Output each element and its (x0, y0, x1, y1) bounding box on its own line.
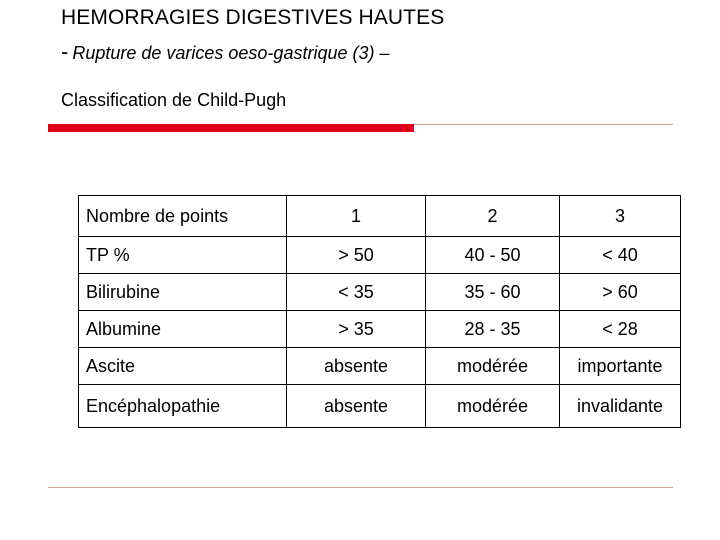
row-label: Bilirubine (79, 274, 287, 311)
row-label: TP % (79, 237, 287, 274)
table-row (79, 311, 681, 348)
table-cell: absente (287, 385, 426, 428)
header-cell: 2 (426, 196, 560, 237)
table-row (79, 237, 681, 274)
row-label: Albumine (79, 311, 287, 348)
footer-rule-line (48, 487, 673, 488)
table-row (79, 348, 681, 385)
slide-subtitle (61, 39, 390, 65)
table-cell: < 35 (287, 274, 426, 311)
table-cell: modérée (426, 385, 560, 428)
table-row (79, 385, 681, 428)
table-header-row (79, 196, 681, 237)
header-cell: Nombre de points (79, 196, 287, 237)
slide-title: HEMORRAGIES DIGESTIVES HAUTES (61, 6, 445, 29)
table-cell: > 60 (560, 274, 681, 311)
table-cell: modérée (426, 348, 560, 385)
table-cell: importante (560, 348, 681, 385)
table-cell: > 35 (287, 311, 426, 348)
table-cell: absente (287, 348, 426, 385)
table-cell: > 50 (287, 237, 426, 274)
table-cell: < 40 (560, 237, 681, 274)
child-pugh-table (78, 195, 681, 428)
table-cell: 35 - 60 (426, 274, 560, 311)
row-label: Ascite (79, 348, 287, 385)
table-row (79, 274, 681, 311)
subtitle-dash: - (61, 39, 69, 64)
table-cell: 40 - 50 (426, 237, 560, 274)
table-cell: invalidante (560, 385, 681, 428)
table-cell: 28 - 35 (426, 311, 560, 348)
header-cell: 3 (560, 196, 681, 237)
header-cell: 1 (287, 196, 426, 237)
row-label: Encéphalopathie (79, 385, 287, 428)
section-heading: Classification de Child-Pugh (61, 90, 287, 110)
table-cell: < 28 (560, 311, 681, 348)
subtitle-text: Rupture de varices oeso-gastrique (3) – (72, 43, 390, 63)
accent-bar (48, 124, 414, 132)
